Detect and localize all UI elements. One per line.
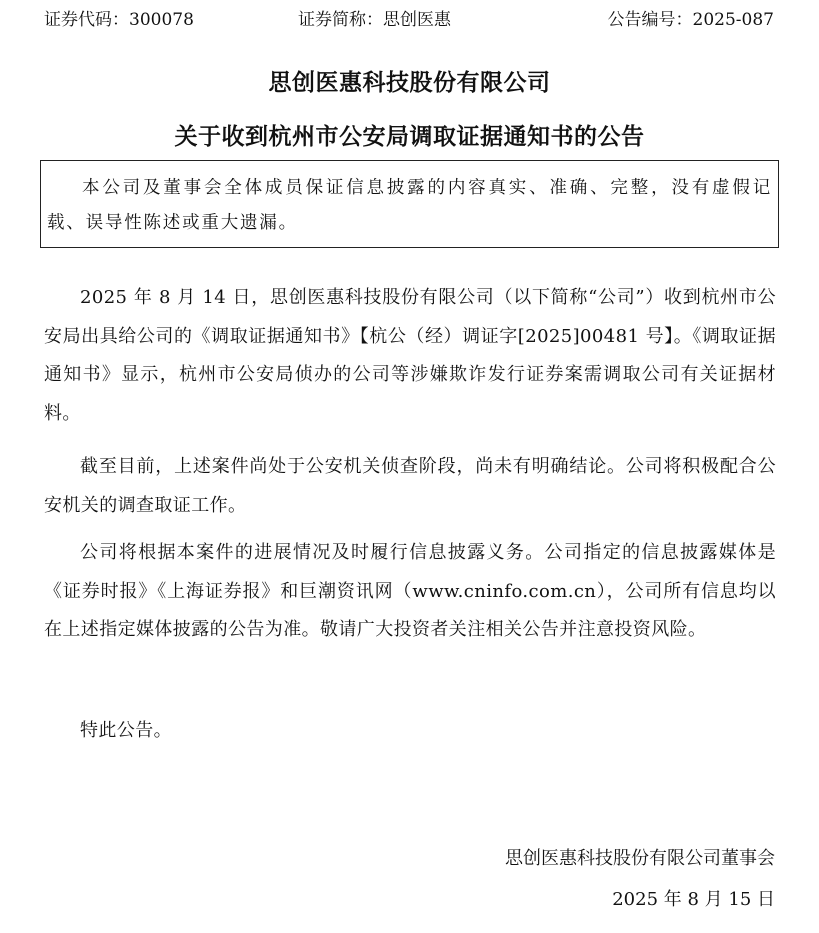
signature-company: 思创医惠科技股份有限公司董事会 xyxy=(505,848,775,869)
announcement-number: 公告编号：2025-087 xyxy=(607,10,774,30)
paragraph-closing: 特此公告。 xyxy=(80,720,172,741)
announcement-title: 关于收到杭州市公安局调取证据通知书的公告 xyxy=(174,124,645,150)
paragraph-case-status: 截至目前，上述案件尚处于公安机关侦查阶段，尚未有明确结论。公司将积极配合公安机关的调查取证工作。 xyxy=(44,456,776,516)
signature-date: 2025 年 8 月 15 日 xyxy=(612,889,775,910)
disclaimer-box: 本公司及董事会全体成员保证信息披露的内容真实、准确、完整，没有虚假记载、误导性陈述或重大遗漏。 xyxy=(40,160,779,248)
paragraph-disclosure-media: 公司将根据本案件的进展情况及时履行信息披露义务。公司指定的信息披露媒体是《证券时报》《上海证券报》和巨潮资讯网（www.cninfo.com.cn），公司所有信息均以在上述指定媒体披露的公告为准。敬请广大投资者关注相关公告并注意投资风险。 xyxy=(44,542,776,640)
security-short-name: 证券简称：思创医惠 xyxy=(298,10,451,30)
paragraph-receipt-notice: 2025 年 8 月 14 日，思创医惠科技股份有限公司（以下简称“公司”）收到杭州市公安局出具给公司的《调取证据通知书》【杭公（经）调证字[2025]00481 号】。《调取证据通知书》显示，杭州市公安局侦办的公司等涉嫌欺诈发行证券案需调取公司有关证据材料。 xyxy=(44,287,776,424)
announcement-header xyxy=(44,8,774,32)
security-code: 证券代码：300078 xyxy=(44,10,194,30)
company-title: 思创医惠科技股份有限公司 xyxy=(268,70,551,96)
